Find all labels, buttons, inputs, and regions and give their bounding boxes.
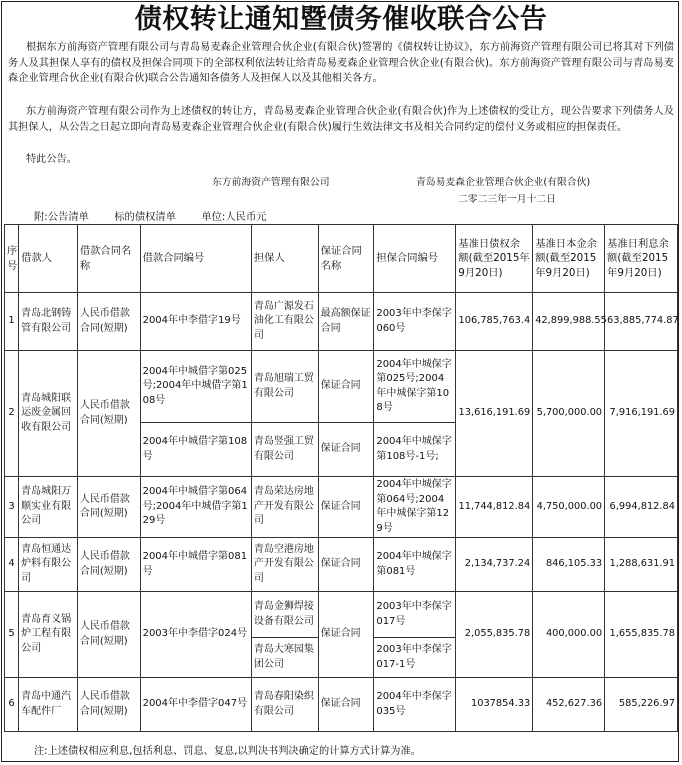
attachment-list: 标的债权清单 bbox=[114, 211, 177, 223]
cell-guar-name: 保证合同 bbox=[318, 538, 374, 592]
cell-guar-no: 2004年中城保字第108号-1号; bbox=[374, 423, 456, 477]
cell-idx: 5 bbox=[5, 592, 19, 678]
cell-loan-name: 人民币借款合同(短期) bbox=[77, 477, 140, 538]
cell-borrower: 青岛北钢铸管有限公司 bbox=[19, 293, 78, 351]
header-idx: 序号 bbox=[5, 225, 19, 293]
creditor-rights-table bbox=[4, 224, 678, 732]
table-row bbox=[5, 477, 678, 538]
cell-guar-name: 保证合同 bbox=[318, 592, 374, 678]
signatory-transferor: 东方前海资产管理有限公司 bbox=[212, 177, 330, 188]
cell-total: 1037854.33 bbox=[456, 678, 533, 732]
cell-guar-no: 2004年中城保字第081号 bbox=[374, 538, 456, 592]
table-row bbox=[5, 351, 678, 423]
header-interest: 基准日利息余额(截至2015年9月20日) bbox=[605, 225, 678, 293]
cell-guarantor: 青岛竖强工贸有限公司 bbox=[251, 423, 318, 477]
cell-guar-name: 保证合同 bbox=[318, 423, 374, 477]
cell-interest: 63,885,774.87 bbox=[605, 293, 678, 351]
signatory-transferee: 青岛易麦森企业管理合伙企业(有限合伙) bbox=[416, 177, 591, 188]
cell-loan-no: 2003年中李借字024号 bbox=[140, 592, 251, 678]
header-guar-name: 保证合同名称 bbox=[318, 225, 374, 293]
header-loan-no: 借款合同编号 bbox=[140, 225, 251, 293]
attachment-label: 附:公告清单 bbox=[34, 211, 89, 223]
cell-guarantor: 青岛春阳染织有限公司 bbox=[251, 678, 318, 732]
cell-idx: 6 bbox=[5, 678, 19, 732]
cell-principal: 5,700,000.00 bbox=[533, 351, 605, 477]
cell-interest: 585,226.97 bbox=[605, 678, 678, 732]
cell-guarantor: 青岛荣达房地产开发有限公司 bbox=[251, 477, 318, 538]
cell-loan-no: 2004年中城借字第081号 bbox=[140, 538, 251, 592]
header-guarantor: 担保人 bbox=[251, 225, 318, 293]
footnote: 注:上述债权相应利息,包括利息、罚息、复息,以判决书判决确定的计算方式计算为准。 bbox=[34, 746, 421, 757]
paragraph-1: 根据东方前海资产管理有限公司与青岛易麦森企业管理合伙企业(有限合伙)签署的《债权转让协议》，东方前海资产管理有限公司已将其对下列债务人及其担保人享有的债权及担保合同项下的全部权利依法转让给青岛易麦森企业管理合伙企业(有限合伙)。东方前海资产管理有限公司与青岛易麦森企业管理合伙企业(有限合伙)联合公告通知各债务人及担保人以及其他相关各方。 bbox=[8, 42, 674, 84]
cell-borrower: 青岛城阳联运废金属回收有限公司 bbox=[19, 351, 78, 477]
cell-idx: 2 bbox=[5, 351, 19, 477]
cell-guar-name: 保证合同 bbox=[318, 351, 374, 423]
header-principal: 基准日本金余额(截至2015年9月20日) bbox=[533, 225, 605, 293]
cell-guar-no: 2004年中城保字第064号;2004年中城保字第129号 bbox=[374, 477, 456, 538]
page-title: 债权转让通知暨债务催收联合公告 bbox=[134, 4, 548, 35]
cell-guar-name: 最高额保证合同 bbox=[318, 293, 374, 351]
cell-principal: 846,105.33 bbox=[533, 538, 605, 592]
cell-guar-no: 2004年中城保字第025号;2004年中城保字第108号 bbox=[374, 351, 456, 423]
cell-interest: 6,994,812.84 bbox=[605, 477, 678, 538]
cell-loan-name: 人民币借款合同(短期) bbox=[77, 538, 140, 592]
cell-guarantor: 青岛空港房地产开发有限公司 bbox=[251, 538, 318, 592]
table-row bbox=[5, 293, 678, 351]
cell-principal: 4,750,000.00 bbox=[533, 477, 605, 538]
cell-guarantor: 青岛旭瑞工贸有限公司 bbox=[251, 351, 318, 423]
cell-principal: 42,899,988.55 bbox=[533, 293, 605, 351]
cell-loan-no: 2004年中城借字第108号 bbox=[140, 423, 251, 477]
cell-total: 13,616,191.69 bbox=[456, 351, 533, 477]
cell-guarantor: 青岛金狮焊接设备有限公司 bbox=[251, 592, 318, 638]
announcement-date: 二零二三年一月十二日 bbox=[458, 194, 556, 205]
cell-idx: 4 bbox=[5, 538, 19, 592]
cell-loan-no: 2004年中城借字第025号;2004年中城借字第108号 bbox=[140, 351, 251, 423]
cell-borrower: 青岛中通汽车配件厂 bbox=[19, 678, 78, 732]
cell-total: 106,785,763.4 bbox=[456, 293, 533, 351]
cell-total: 2,134,737.24 bbox=[456, 538, 533, 592]
header-guar-no: 担保合同编号 bbox=[374, 225, 456, 293]
cell-borrower: 青岛恒通达炉料有限公司 bbox=[19, 538, 78, 592]
cell-loan-no: 2004年中城借字第064号;2004年中城借字第129号 bbox=[140, 477, 251, 538]
paragraph-3: 特此公告。 bbox=[26, 154, 77, 165]
cell-idx: 3 bbox=[5, 477, 19, 538]
header-total: 基准日债权余额(截至2015年9月20日) bbox=[456, 225, 533, 293]
cell-guarantor: 青岛大寒园集团公司 bbox=[251, 638, 318, 678]
cell-interest: 1,288,631.91 bbox=[605, 538, 678, 592]
cell-guar-no: 2003年中李保字017号 bbox=[374, 592, 456, 638]
cell-borrower: 青岛育义锅炉工程有限公司 bbox=[19, 592, 78, 678]
cell-guar-name: 保证合同 bbox=[318, 678, 374, 732]
table-row bbox=[5, 592, 678, 638]
cell-loan-name: 人民币借款合同(短期) bbox=[77, 351, 140, 477]
cell-guarantor: 青岛广源发石油化工有限公司 bbox=[251, 293, 318, 351]
cell-principal: 400,000.00 bbox=[533, 592, 605, 678]
header-loan-name: 借款合同名称 bbox=[77, 225, 140, 293]
cell-idx: 1 bbox=[5, 293, 19, 351]
cell-interest: 7,916,191.69 bbox=[605, 351, 678, 477]
cell-total: 2,055,835.78 bbox=[456, 592, 533, 678]
table-row bbox=[5, 538, 678, 592]
cell-loan-name: 人民币借款合同(短期) bbox=[77, 293, 140, 351]
attachment-unit: 单位:人民币元 bbox=[201, 211, 267, 223]
cell-interest: 1,655,835.78 bbox=[605, 592, 678, 678]
cell-guar-no: 2003年中李保字060号 bbox=[374, 293, 456, 351]
attachment-line bbox=[34, 208, 289, 223]
cell-guar-name: 保证合同 bbox=[318, 477, 374, 538]
header-borrower: 借款人 bbox=[19, 225, 78, 293]
paragraph-2: 东方前海资产管理有限公司作为上述债权的转让方，青岛易麦森企业管理合伙企业(有限合伙)作为上述债权的受让方，现公告要求下列债务人及其担保人，从公告之日起立即向青岛易麦森企业管理合伙企业(有限合伙)履行生效法律文书及相关合同约定的偿付义务或相应的担保责任。 bbox=[8, 106, 674, 133]
cell-loan-no: 2004年中李借字19号 bbox=[140, 293, 251, 351]
cell-total: 11,744,812.84 bbox=[456, 477, 533, 538]
cell-loan-no: 2004年中李借字047号 bbox=[140, 678, 251, 732]
cell-guar-no: 2003年中李保字017-1号 bbox=[374, 638, 456, 678]
cell-guar-no: 2004年中李保字035号 bbox=[374, 678, 456, 732]
cell-loan-name: 人民币借款合同(短期) bbox=[77, 678, 140, 732]
table-header-row bbox=[5, 225, 678, 293]
table-row bbox=[5, 678, 678, 732]
cell-principal: 452,627.36 bbox=[533, 678, 605, 732]
cell-loan-name: 人民币借款合同(短期) bbox=[77, 592, 140, 678]
cell-borrower: 青岛城阳万顺实业有限公司 bbox=[19, 477, 78, 538]
